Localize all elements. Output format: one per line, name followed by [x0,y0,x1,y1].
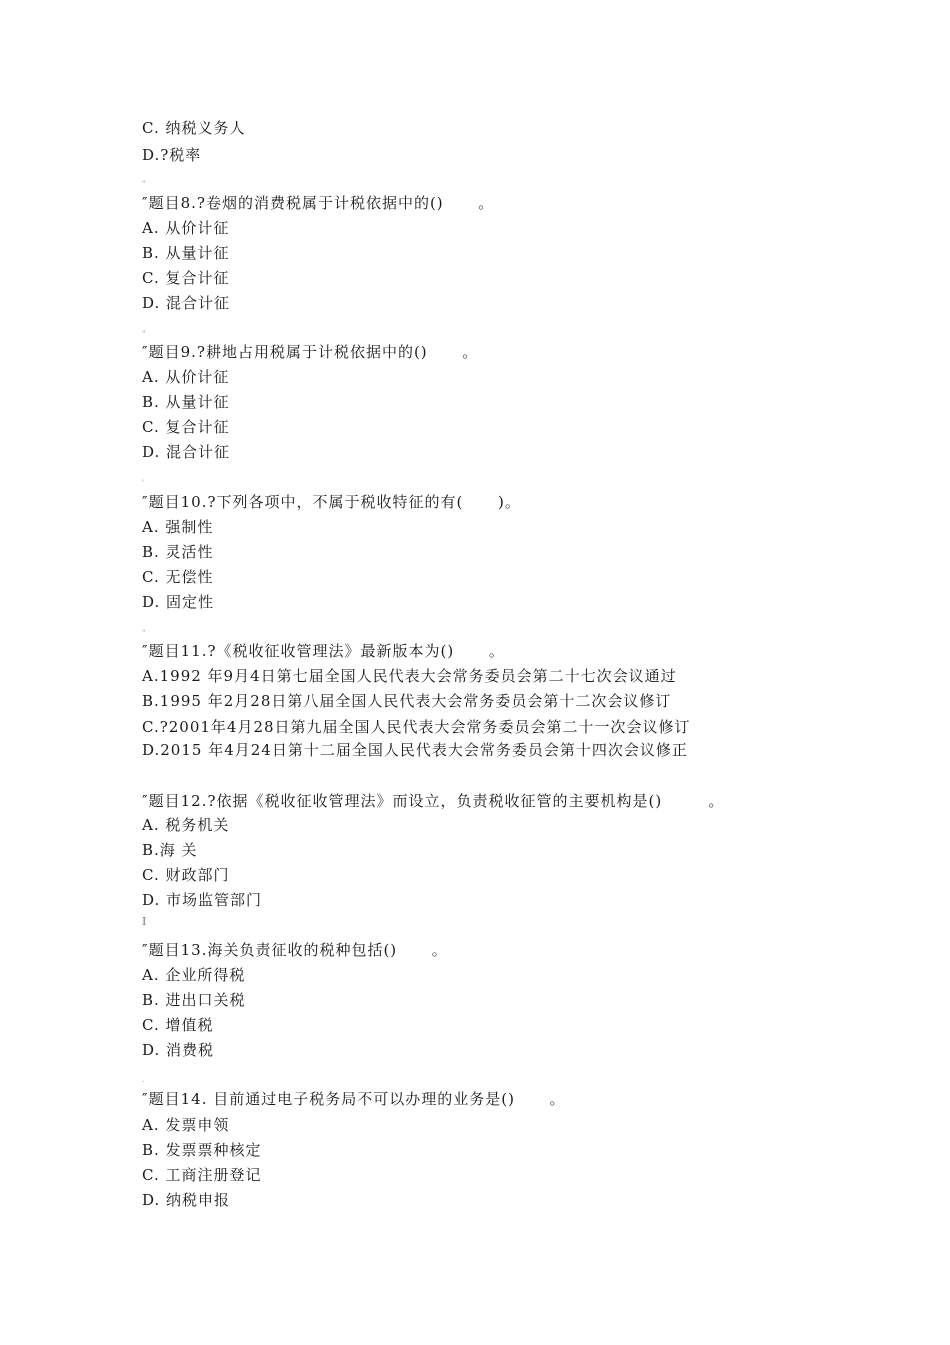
option-b: B. 灵活性 [142,543,214,561]
question-title: ″题目10.?下列各项中，不属于税收特征的有( )。 [142,493,521,511]
option-b: B.海 关 [142,841,198,859]
option-b: B. 从量计征 [142,244,230,262]
option-a: A. 企业所得税 [142,966,246,984]
option-a: A.1992 年9月4日第七届全国人民代表大会常务委员会第二十七次会议通过 [142,667,677,685]
option-d: D. 固定性 [142,593,215,611]
option-c: C. 财政部门 [142,866,230,884]
option-b: B.1995 年2月28日第八届全国人民代表大会常务委员会第十二次会议修订 [142,692,672,710]
stray-mark: I [142,915,148,928]
option-a: A. 从价计征 [142,368,230,386]
option-c: C. 无偿性 [142,568,214,586]
option-c: C. 纳税义务人 [142,119,246,137]
option-d: D. 混合计征 [142,443,231,461]
option-c: C. 增值税 [142,1016,214,1034]
option-b: B. 进出口关税 [142,991,246,1009]
stray-mark: " [142,330,147,338]
question-title: ″题目9.?耕地占用税属于计税依据中的() 。 [142,343,479,361]
option-a: A. 强制性 [142,518,214,536]
stray-mark: . [142,1076,146,1084]
option-a: A. 从价计征 [142,219,230,237]
question-title: ″题目11.?《税收征收管理法》最新版本为() 。 [142,642,505,660]
option-c: C. 复合计征 [142,269,230,287]
option-a: A. 税务机关 [142,816,230,834]
option-c: C. 工商注册登记 [142,1166,262,1184]
option-d: D.2015 年4月24日第十二届全国人民代表大会常务委员会第十四次会议修正 [142,741,688,759]
stray-mark: " [142,180,147,188]
question-title: ″题目12.?依据《税收征收管理法》而设立，负责税收征管的主要机构是() 。 [142,792,725,810]
question-title: ″题目14. 目前通过电子税务局不可以办理的业务是() 。 [142,1090,566,1108]
option-d: D. 消费税 [142,1041,215,1059]
option-b: B. 从量计征 [142,393,230,411]
question-title: ″题目13.海关负责征收的税种包括() 。 [142,941,448,959]
stray-mark: ' [142,479,145,487]
option-a: A. 发票申领 [142,1116,230,1134]
option-c: C.?2001年4月28日第九届全国人民代表大会常务委员会第二十一次会议修订 [142,718,691,736]
option-b: B. 发票票种核定 [142,1141,262,1159]
option-d: D. 纳税申报 [142,1191,231,1209]
stray-mark: " [142,629,147,637]
option-d: D.?税率 [142,146,202,164]
option-d: D. 混合计征 [142,294,231,312]
option-d: D. 市场监管部门 [142,891,263,909]
option-c: C. 复合计征 [142,418,230,436]
question-title: ″题目8.?卷烟的消费税属于计税依据中的() 。 [142,194,495,212]
